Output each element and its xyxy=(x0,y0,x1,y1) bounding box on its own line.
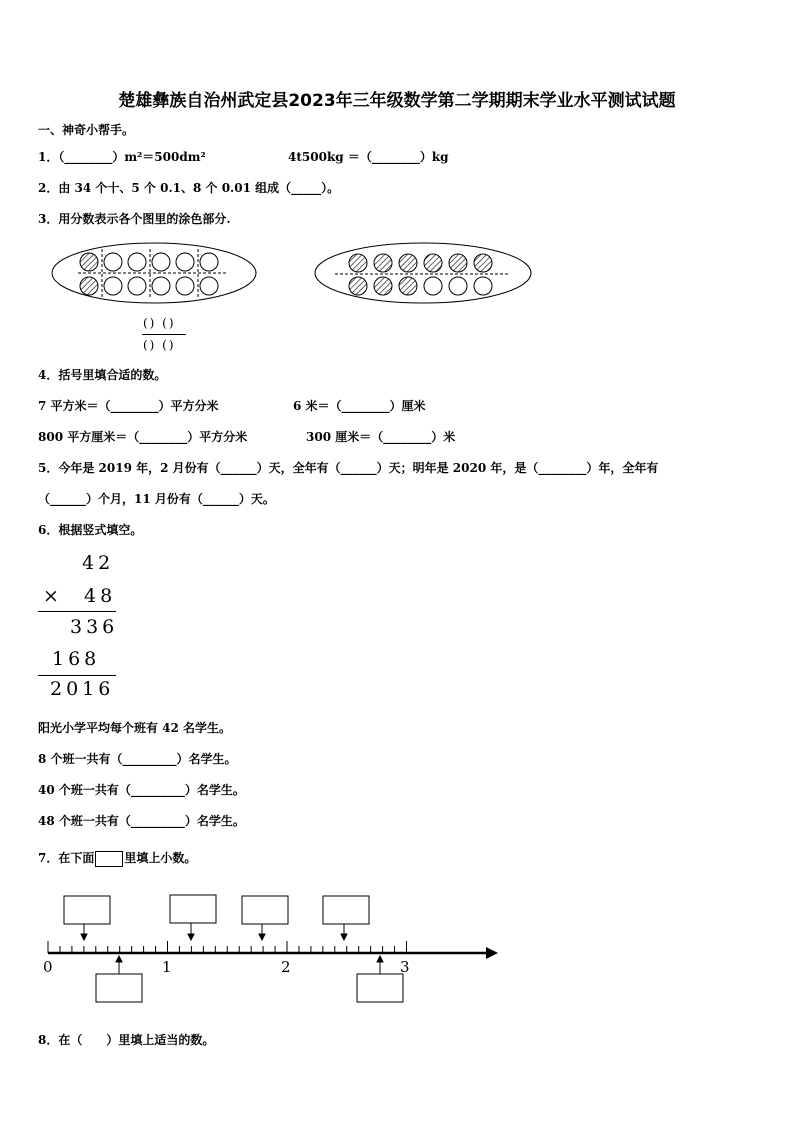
number-line-label-2: 2 xyxy=(281,958,291,976)
fraction-numerators: () () xyxy=(143,316,176,330)
ellipse-figure-right xyxy=(313,241,538,307)
question-6-intro: 阳光小学平均每个班有 42 名学生。 xyxy=(38,721,232,735)
question-7-suffix: 里填上小数。 xyxy=(124,851,197,865)
question-3: 3．用分数表示各个图里的涂色部分. xyxy=(38,212,231,226)
fraction-denominators: () () xyxy=(143,338,176,352)
answer-box-bottom-1 xyxy=(96,974,142,1002)
answer-box-top-1 xyxy=(64,896,110,924)
fraction-bar xyxy=(142,334,186,335)
vertical-mult-result: 2016 xyxy=(50,678,115,700)
vertical-mult-operator: × xyxy=(43,585,63,607)
question-4-row2-a: 800 平方厘米＝（________）平方分米 xyxy=(38,430,248,444)
question-1a: 1．（________）m²＝500dm² xyxy=(38,150,206,164)
question-6: 6．根据竖式填空。 xyxy=(38,523,143,537)
question-6-item-2: 40 个班一共有（_________）名学生。 xyxy=(38,783,245,797)
question-7-prefix: 7．在下面 xyxy=(38,851,95,865)
vertical-mult-rule-2 xyxy=(38,675,116,676)
question-8: 8．在（ ）里填上适当的数。 xyxy=(38,1033,215,1047)
answer-box-bottom-2 xyxy=(357,974,403,1002)
number-line-label-3: 3 xyxy=(400,958,410,976)
question-1b: 4t500kg ＝（________）kg xyxy=(288,150,449,164)
vertical-mult-multiplicand: 42 xyxy=(82,552,115,574)
number-line-label-0: 0 xyxy=(43,958,53,976)
question-6-item-1: 8 个班一共有（_________）名学生。 xyxy=(38,752,237,766)
question-4: 4．括号里填合适的数。 xyxy=(38,368,167,382)
section-heading: 一、神奇小帮手。 xyxy=(38,123,135,137)
question-4-row1-a: 7 平方米＝（________）平方分米 xyxy=(38,399,219,413)
question-4-row1-b: 6 米＝（________）厘米 xyxy=(293,399,426,413)
answer-box-top-2 xyxy=(170,895,216,923)
question-6-item-3: 48 个班一共有（_________）名学生。 xyxy=(38,814,245,828)
number-line-label-1: 1 xyxy=(162,958,172,976)
vertical-mult-rule-1 xyxy=(38,611,116,612)
page-title: 楚雄彝族自治州武定县2023年三年级数学第二学期期末学业水平测试试题 xyxy=(118,91,676,111)
ellipse-figure-left xyxy=(50,241,260,305)
question-7 xyxy=(38,849,196,867)
inline-answer-box xyxy=(95,851,123,867)
question-2: 2．由 34 个十、5 个 0.1、8 个 0.01 组成（_____）。 xyxy=(38,181,340,195)
question-4-row2-b: 300 厘米＝（________）米 xyxy=(306,430,456,444)
vertical-mult-partial-1: 336 xyxy=(70,616,119,638)
number-line xyxy=(40,890,500,1006)
question-5-line1: 5．今年是 2019 年，2 月份有（______）天，全年有（______）天；明年是 2020 年，是（________）年，全年有 xyxy=(38,461,659,475)
answer-box-top-3 xyxy=(242,896,288,924)
question-5-line2: （______）个月，11 月份有（______）天。 xyxy=(38,492,275,506)
answer-box-top-4 xyxy=(323,896,369,924)
vertical-mult-multiplier: 48 xyxy=(84,585,117,607)
vertical-mult-partial-2: 168 xyxy=(52,648,101,670)
